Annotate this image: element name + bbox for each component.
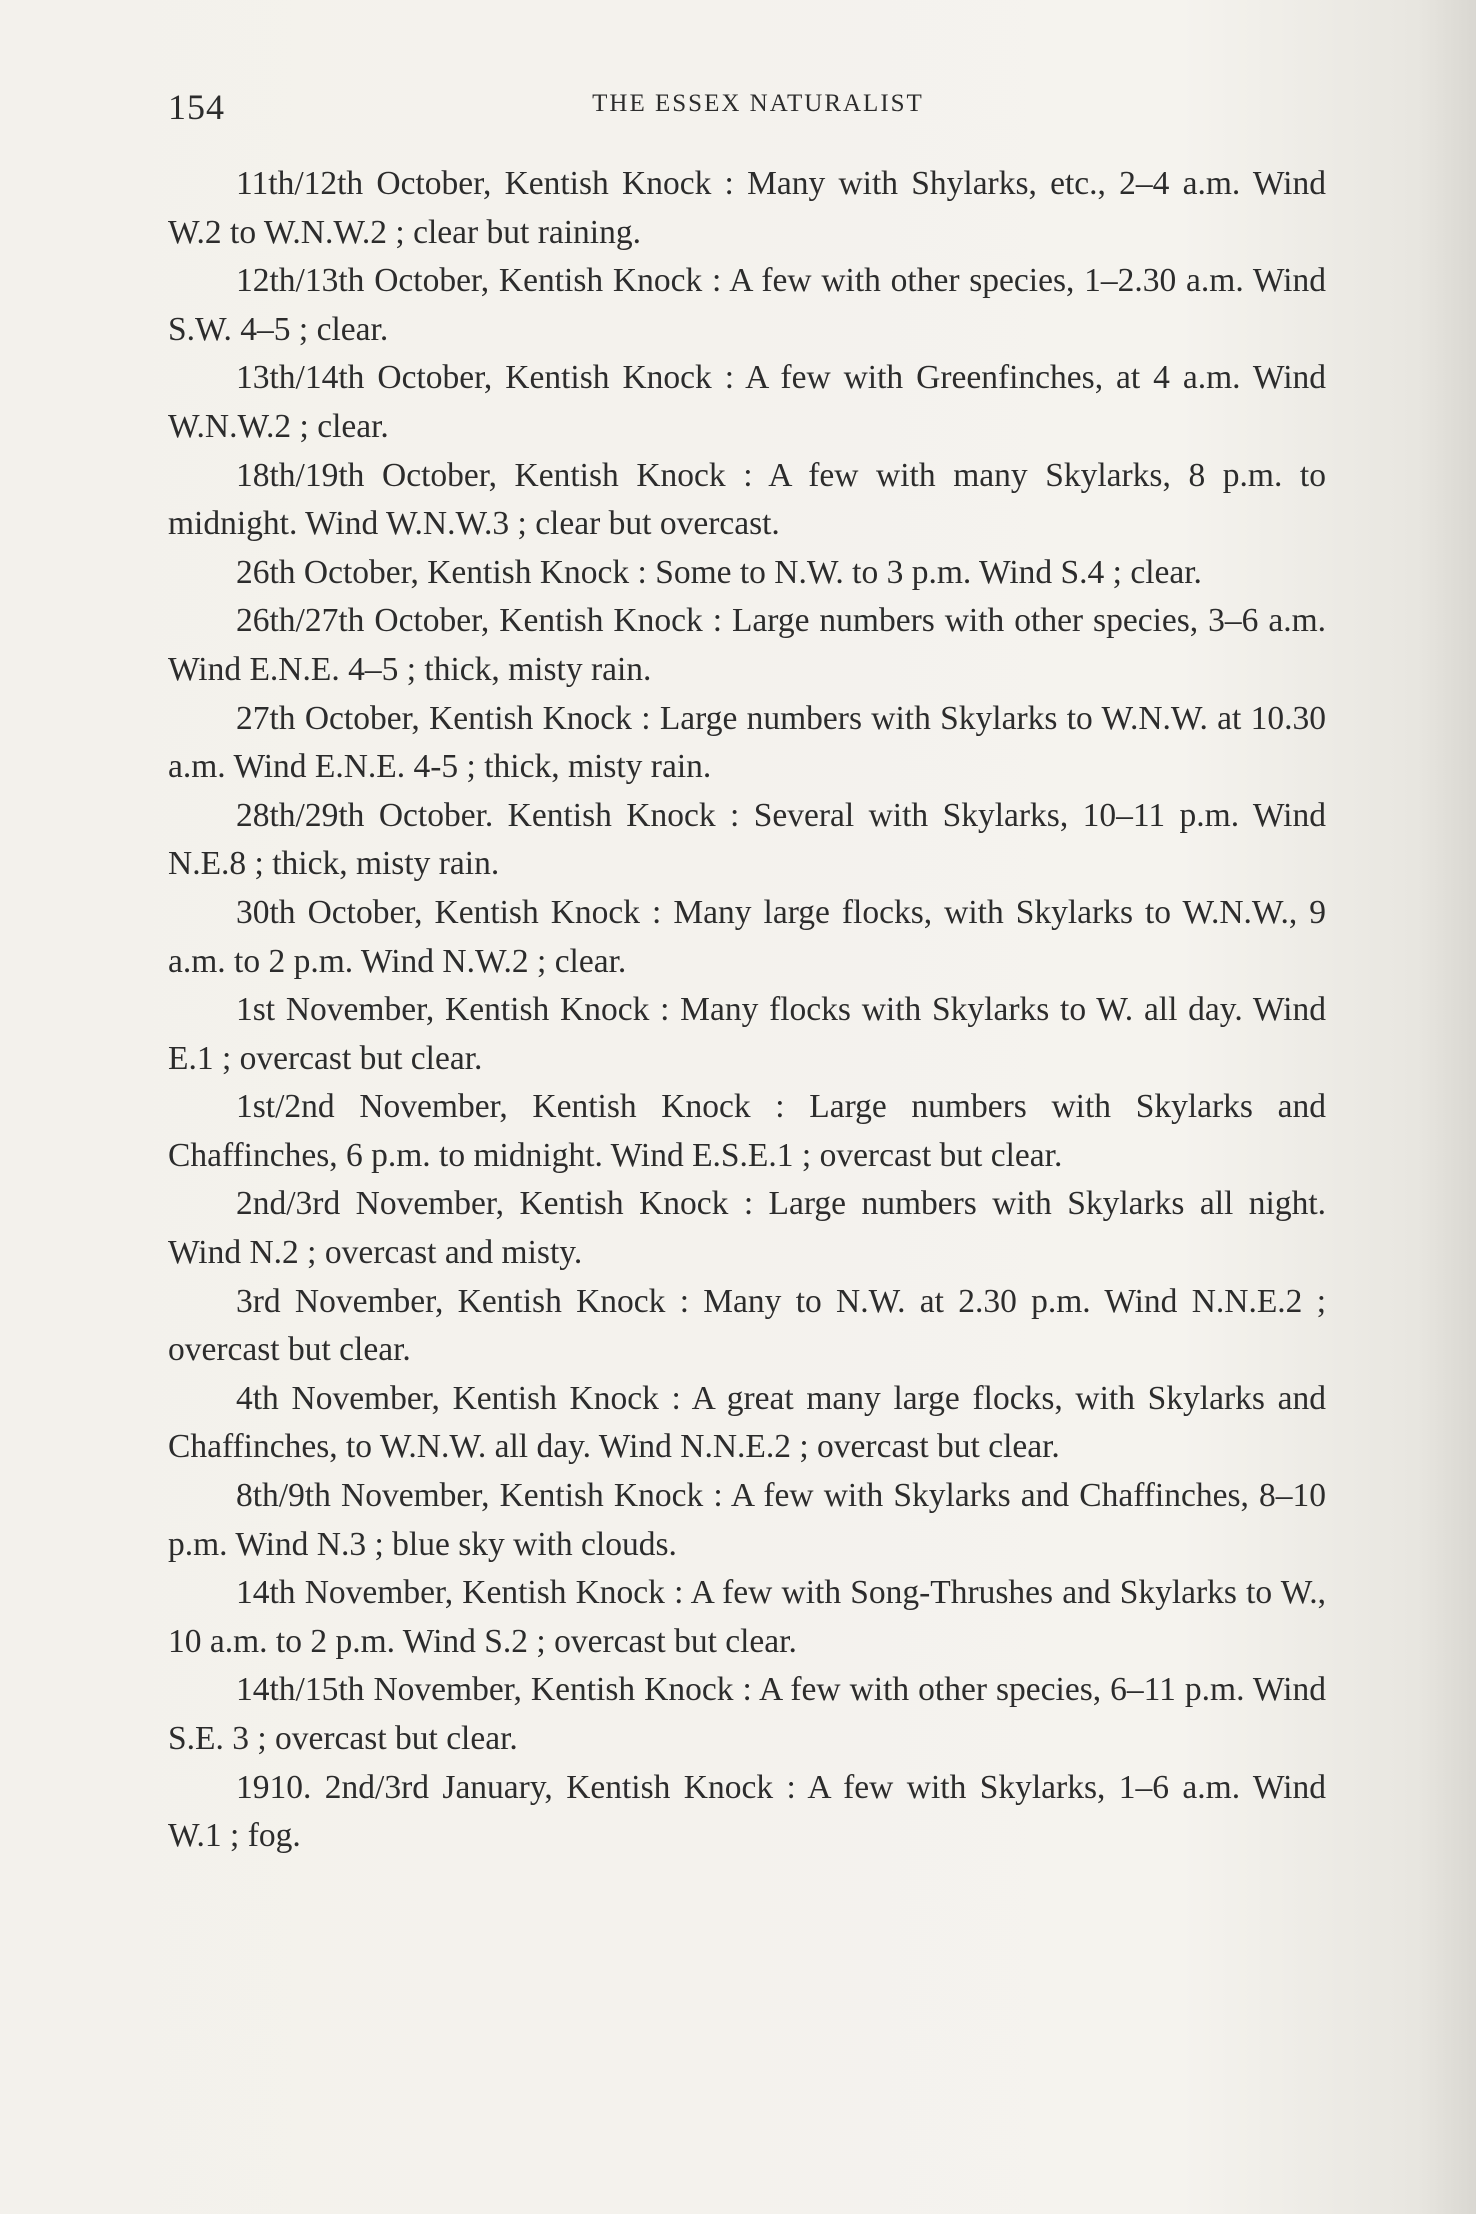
observation-entry: 18th/19th October, Kentish Knock : A few with many Skylarks, 8 p.m. to midnight. Wind W.N.W.3 ; clear but overcast. xyxy=(168,456,1326,543)
observation-entry: 8th/9th November, Kentish Knock : A few with Skylarks and Chaffinches, 8–10 p.m. Wind N.3 ; blue sky with clouds. xyxy=(168,1477,1326,1563)
observation-entry: 13th/14th October, Kentish Knock : A few with Greenfinches, at 4 a.m. Wind W.N.W.2 ; clear. xyxy=(168,359,1326,445)
observation-list xyxy=(168,160,1326,1861)
observation-entry: 4th November, Kentish Knock : A great many large flocks, with Skylarks and Chaffinches, to W.N.W. all day. Wind N.N.E.2 ; overcast but clear. xyxy=(168,1379,1326,1466)
observation-entry: 30th October, Kentish Knock : Many large flocks, with Skylarks to W.N.W., 9 a.m. to 2 p.m. Wind N.W.2 ; clear. xyxy=(168,893,1326,980)
observation-entry: 1910. 2nd/3rd January, Kentish Knock : A few with Skylarks, 1–6 a.m. Wind W.1 ; fog. xyxy=(168,1768,1326,1855)
running-title: THE ESSEX NATURALIST xyxy=(592,90,924,117)
observation-entry: 12th/13th October, Kentish Knock : A few with other species, 1–2.30 a.m. Wind S.W. 4–5 ; clear. xyxy=(168,262,1326,348)
observation-entry: 1st November, Kentish Knock : Many flocks with Skylarks to W. all day. Wind E.1 ; overcast but clear. xyxy=(168,991,1326,1077)
observation-entry: 26th/27th October, Kentish Knock : Large numbers with other species, 3–6 a.m. Wind E.N.E. 4–5 ; thick, misty rain. xyxy=(168,602,1326,688)
observation-entry: 14th November, Kentish Knock : A few with Song-Thrushes and Skylarks to W., 10 a.m. to 2 p.m. Wind S.2 ; overcast but clear. xyxy=(168,1574,1326,1660)
page-number: 154 xyxy=(168,87,225,127)
observation-entry: 1st/2nd November, Kentish Knock : Large numbers with Skylarks and Chaffinches, 6 p.m. to midnight. Wind E.S.E.1 ; overcast but clear. xyxy=(168,1088,1326,1174)
page-header xyxy=(168,86,1328,136)
observation-entry: 27th October, Kentish Knock : Large numbers with Skylarks to W.N.W. at 10.30 a.m. Wind E.N.E. 4-5 ; thick, misty rain. xyxy=(168,699,1326,786)
observation-entry: 3rd November, Kentish Knock : Many to N.W. at 2.30 p.m. Wind N.N.E.2 ; overcast but clear. xyxy=(168,1282,1326,1369)
observation-entry: 14th/15th November, Kentish Knock : A few with other species, 6–11 p.m. Wind S.E. 3 ; overcast but clear. xyxy=(168,1671,1326,1757)
observation-entry: 28th/29th October. Kentish Knock : Several with Skylarks, 10–11 p.m. Wind N.E.8 ; thick, misty rain. xyxy=(168,796,1326,883)
observation-entry: 11th/12th October, Kentish Knock : Many with Shylarks, etc., 2–4 a.m. Wind W.2 to W.N.W.2 ; clear but raining. xyxy=(168,165,1326,251)
observation-entry: 2nd/3rd November, Kentish Knock : Large numbers with Skylarks all night. Wind N.2 ; overcast and misty. xyxy=(168,1185,1326,1272)
observation-entry: 26th October, Kentish Knock : Some to N.W. to 3 p.m. Wind S.4 ; clear. xyxy=(236,553,1202,591)
